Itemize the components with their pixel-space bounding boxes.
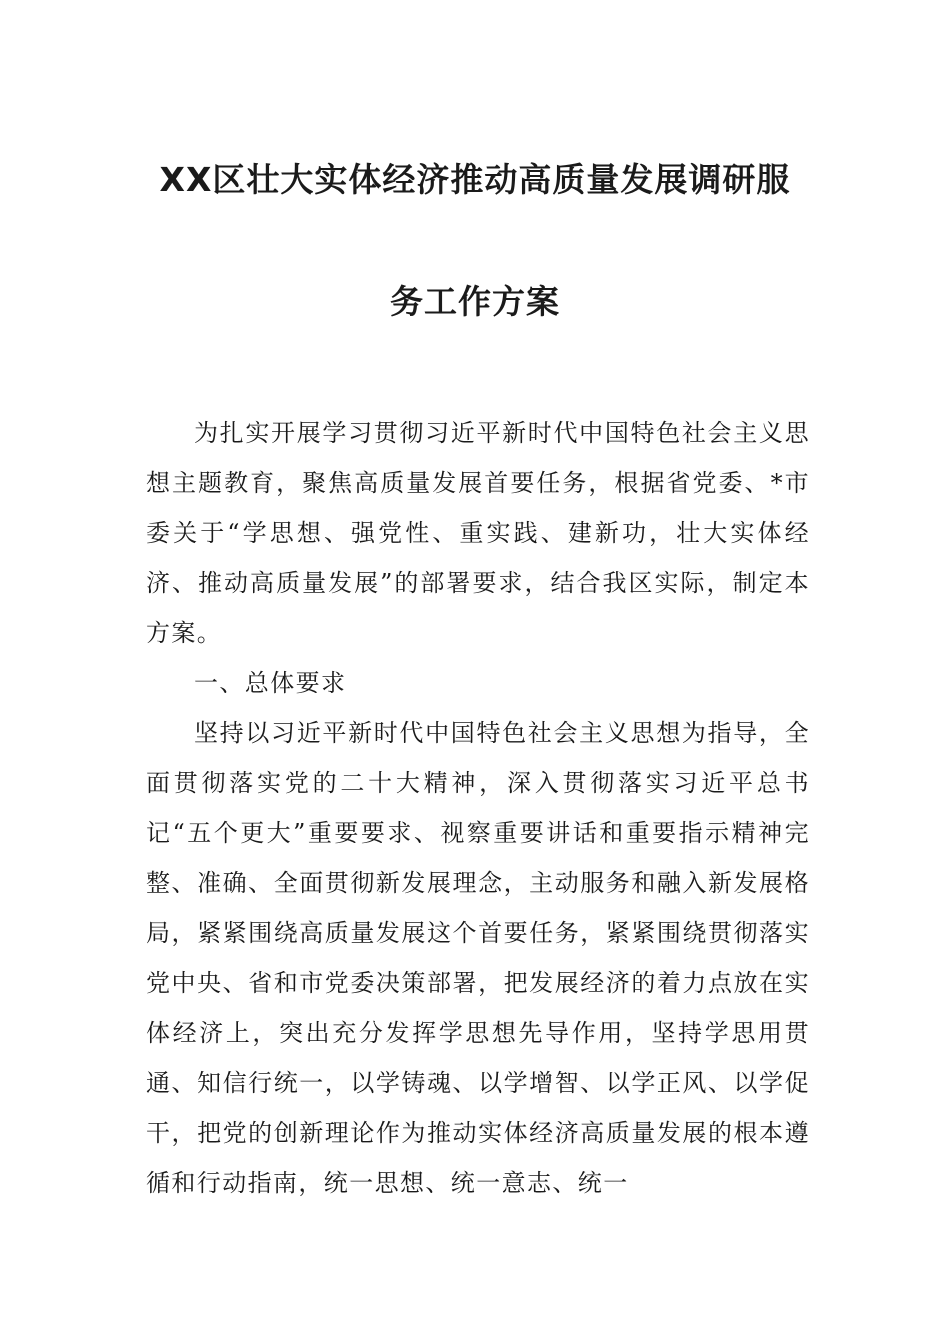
document-body bbox=[146, 408, 810, 1208]
paragraph-intro: 为扎实开展学习贯彻习近平新时代中国特色社会主义思想主题教育，聚焦高质量发展首要任务，根据省党委、*市委关于“学思想、强党性、重实践、建新功，壮大实体经济、推动高质量发展”的部署要求，结合我区实际，制定本方案。 bbox=[146, 419, 810, 647]
document-title-line-2: 务工作方案 bbox=[390, 282, 560, 321]
paragraph-general-requirements: 坚持以习近平新时代中国特色社会主义思想为指导，全面贯彻落实党的二十大精神，深入贯彻落实习近平总书记“五个更大”重要要求、视察重要讲话和重要指示精神完整、准确、全面贯彻新发展理念，主动服务和融入新发展格局，紧紧围绕高质量发展这个首要任务，紧紧围绕贯彻落实党中央、省和市党委决策部署，把发展经济的着力点放在实体经济上，突出充分发挥学思想先导作用，坚持学思用贯通、知信行统一，以学铸魂、以学增智、以学正风、以学促干，把党的创新理论作为推动实体经济高质量发展的根本遵循和行动指南，统一思想、统一意志、统一 bbox=[146, 719, 810, 1197]
section-heading-general-requirements: 一、总体要求 bbox=[194, 669, 347, 697]
document-title-line-1: XX区壮大实体经济推动高质量发展调研服 bbox=[159, 160, 791, 199]
